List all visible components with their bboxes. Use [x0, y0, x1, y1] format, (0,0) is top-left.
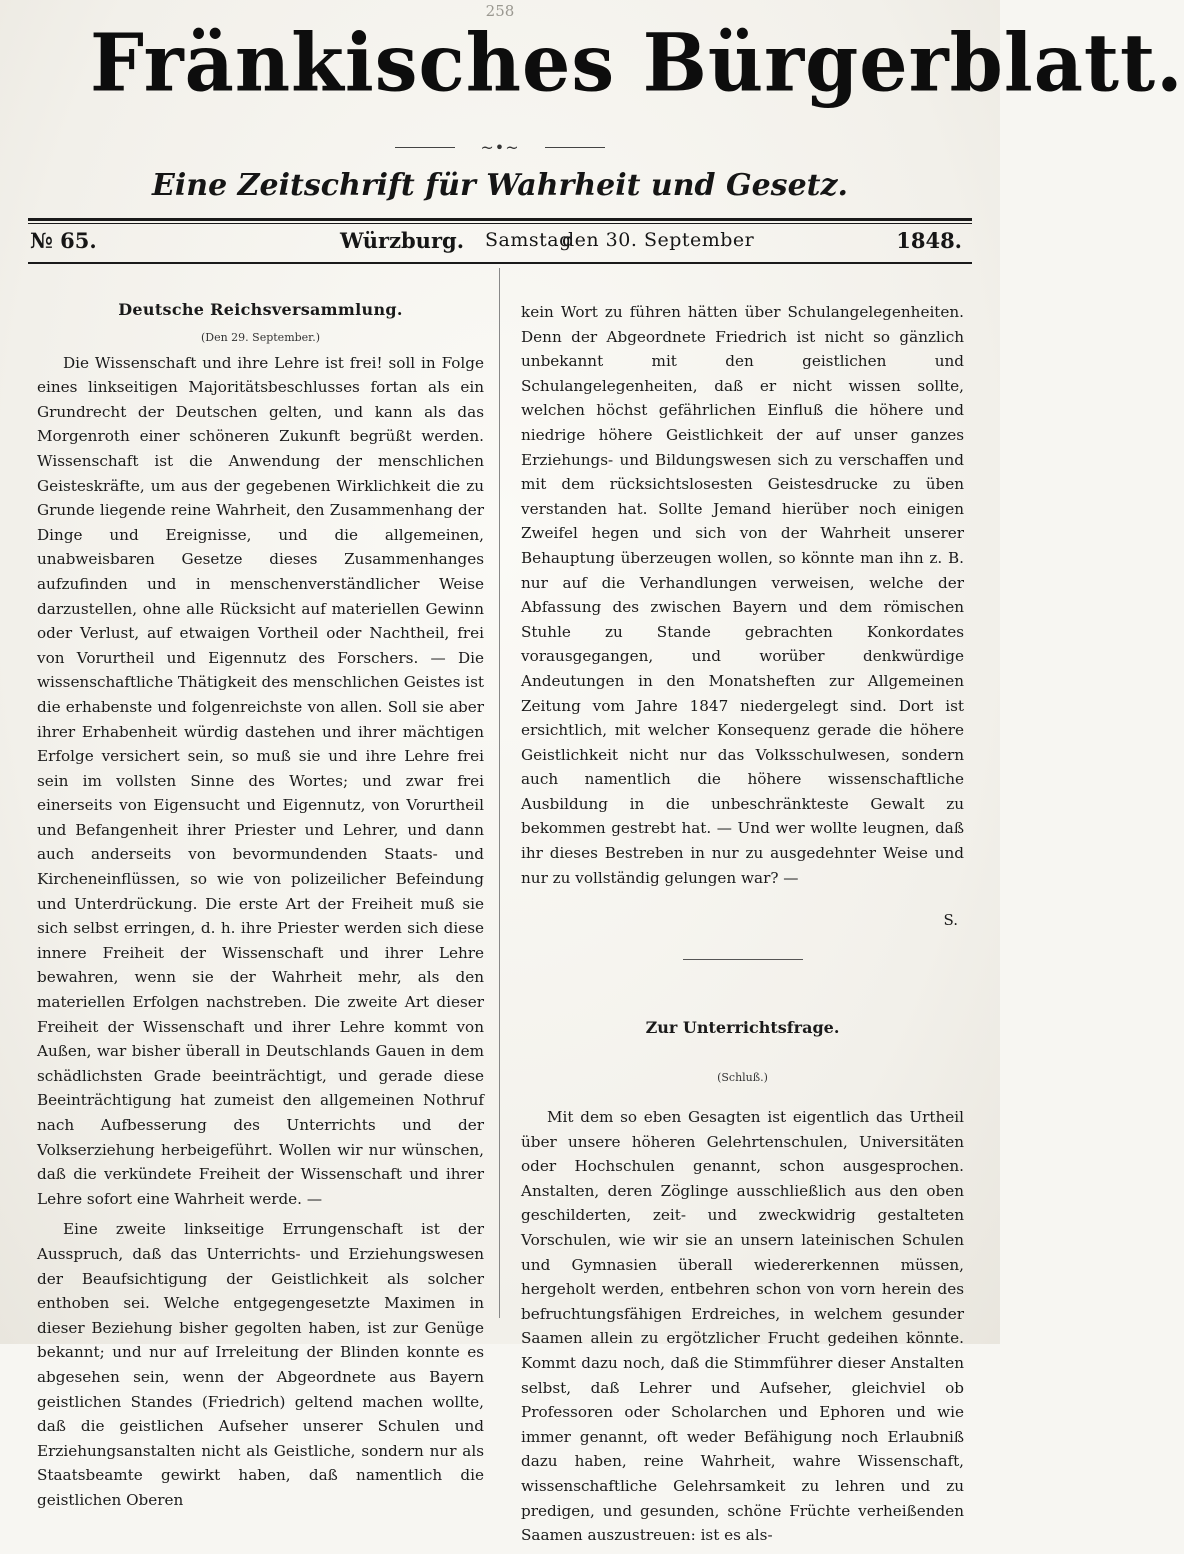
ornament-line-left [395, 147, 455, 148]
right-column [521, 300, 964, 1554]
article-title-2: Zur Unterrichtsfrage. [645, 1017, 840, 1037]
issue-date: den 30. September [562, 229, 755, 251]
dateline-rule [28, 262, 972, 264]
page-number: 258 [485, 2, 515, 20]
issue-line [30, 226, 970, 258]
section-divider [683, 959, 803, 960]
masthead-ornament: ~•~ [480, 138, 520, 157]
article-date: (Den 29. September.) [200, 330, 321, 344]
issue-number: № 65. [30, 228, 97, 253]
issue-year: 1848. [896, 228, 962, 253]
article-note: (Schluß.) [717, 1071, 768, 1085]
article-paragraph: Mit dem so eben Gesagten ist eigentlich das Urtheil über unsere höheren Gelehrtenschulen, Universitäten oder Hochschulen genannt, schon ausgesprochen. Anstalten, deren Zöglinge ausschließlich aus den oben geschilderten, zeit- und zweckwidrig gestalteten Vorschulen, wie wir sie an unsern lateinischen Schulen und Gymnasien überall wiedererkennen müssen, hergeholt werden, entbehren schon von vorn herein des befruchtungsfähigen Erdreiches, in welchem gesunder Saamen allein zu ergötzlicher Frucht gedeihen könnte. Kommt dazu noch, daß die Stimmführer dieser Anstalten selbst, daß Lehrer und Aufseher, gleichviel ob Professoren oder Scholarchen und Ephoren und wie immer genannt, oft weder Befähigung noch Erlaubniß dazu haben, reine Wahrheit, wahre Wissenschaft, wissenschaftliche Gelehrsamkeit zu lehren und zu predigen, und gesunden, schöne Früchte verheißenden Saamen auszustreuen: ist es als- [521, 1108, 964, 1545]
column-divider [499, 268, 500, 1318]
article-signature: S. [943, 911, 958, 930]
article-continuation: kein Wort zu führen hätten über Schulangelegenheiten. Denn der Abgeordnete Friedrich ist nicht so gänzlich unbekannt mit den geistlichen und Schulangelegenheiten, daß er nicht wissen sollte, welchen höchst gefährlichen Einfluß die höhere und niedrige höhere Geistlichkeit der auf unser ganzes Erziehungs- und Bildungswesen sich zu verschaffen und mit dem rücksichtslosesten Geistesdrucke zu üben verstanden hat. Sollte Jemand hierüber noch einigen Zweifel hegen und sich von der Wahrheit unserer Behauptung überzeugen wollen, so könnte man ihn z. B. nur auf die Verhandlungen verweisen, welche der Abfassung des zwischen Bayern und dem römischen Stuhle zu Stande gebrachten Konkordates vorausgegangen, und worüber denkwürdige Andeutungen in den Monatsheften zur Allgemeinen Zeitung vom Jahre 1847 niedergelegt sind. Dort ist ersichtlich, mit welcher Konsequenz gerade die höhere Geistlichkeit nicht nur das Volksschulwesen, sondern auch namentlich die höhere wissenschaftliche Ausbildung in die unbeschränkteste Gewalt zu bekommen gestrebt hat. — Und wer wollte leugnen, daß ihr dieses Bestreben in nur zu ausgedehnter Weise und nur zu vollständig gelungen war? — [521, 303, 964, 887]
issue-city: Würzburg. [340, 228, 465, 253]
left-column [37, 298, 484, 1519]
top-rule-thick [28, 218, 972, 221]
masthead-subtitle: Eine Zeitschrift für Wahrheit und Gesetz. [152, 168, 848, 203]
masthead-title: Fränkisches Bürgerblatt. [90, 15, 1184, 110]
ornament-line-right [545, 147, 605, 148]
issue-weekday: Samstag [485, 229, 572, 251]
article-paragraph: Eine zweite linkseitige Errungenschaft ist der Ausspruch, daß das Unterrichts- und Erziehungswesen der Beaufsichtigung der Geistlichkeit als solcher enthoben sei. Welche entgegengesetzte Maximen in dieser Beziehung bisher gegolten haben, ist zur Genüge bekannt; und nur auf Irreleitung der Blinden konnte es abgesehen sein, wenn der Abgeordnete aus Bayern geistlichen Standes (Friedrich) geltend machen wollte, daß die geistlichen Aufseher unserer Schulen und Erziehungsanstalten nicht als Geistliche, sondern nur als Staatsbeamte gewirkt haben, daß namentlich die geistlichen Oberen [37, 1220, 484, 1509]
article-title: Deutsche Reichsversammlung. [118, 300, 403, 319]
top-rule-thin [28, 223, 972, 224]
article-paragraph: Die Wissenschaft und ihre Lehre ist frei! soll in Folge eines linkseitigen Majoritätsbeschlusses fortan als ein Grundrecht der Deutschen gelten, und kann als das Morgenroth einer schöneren Zukunft begrüßt werden. Wissenschaft ist die Anwendung der menschlichen Geisteskräfte, um aus der gegebenen Wirklichkeit die zu Grunde liegende reine Wahrheit, den Zusammenhang der Dinge und Ereignisse, und die allgemeinen, unabweisbaren Gesetze dieses Zusammenhanges aufzufinden und in menschenverständlicher Weise darzustellen, ohne alle Rücksicht auf materiellen Gewinn oder Verlust, auf etwaigen Vortheil oder Nachtheil, frei von Vorurtheil und Eigennutz des Forschers. — Die wissenschaftliche Thätigkeit des menschlichen Geistes ist die erhabenste und folgenreichste von allen. Soll sie aber ihrer Erhabenheit würdig dastehen und ihrer mächtigen Erfolge versichert sein, so muß sie und ihre Lehre frei sein im vollsten Sinne des Wortes; und zwar frei einerseits von Eigensucht und Eigennutz, von Vorurtheil und Befangenheit ihrer Priester und Lehrer, und dann auch anderseits von bevormundenden Staats- und Kircheneinflüssen, so wie von polizeilicher Befeindung und Unterdrückung. Die erste Art der Freiheit muß sie sich selbst erringen, d. h. ihre Priester werden sich diese innere Freiheit der Wissenschaft und ihrer Lehre bewahren, wenn sie der Wahrheit mehr, als den materiellen Erfolgen nachstreben. Die zweite Art dieser Freiheit der Wissenschaft und ihrer Lehre kommt von Außen, war bisher überall in Deutschlands Gauen in dem schädlichsten Grade beeinträchtigt, und gerade diese Beeinträchtigung hat zumeist den allgemeinen Nothruf nach Aufbesserung des Unterrichts und der Volkserziehung herbeigeführt. Wollen wir nur wünschen, daß die verkündete Freiheit der Wissenschaft und ihrer Lehre sofort eine Wahrheit werde. — [37, 353, 484, 1208]
